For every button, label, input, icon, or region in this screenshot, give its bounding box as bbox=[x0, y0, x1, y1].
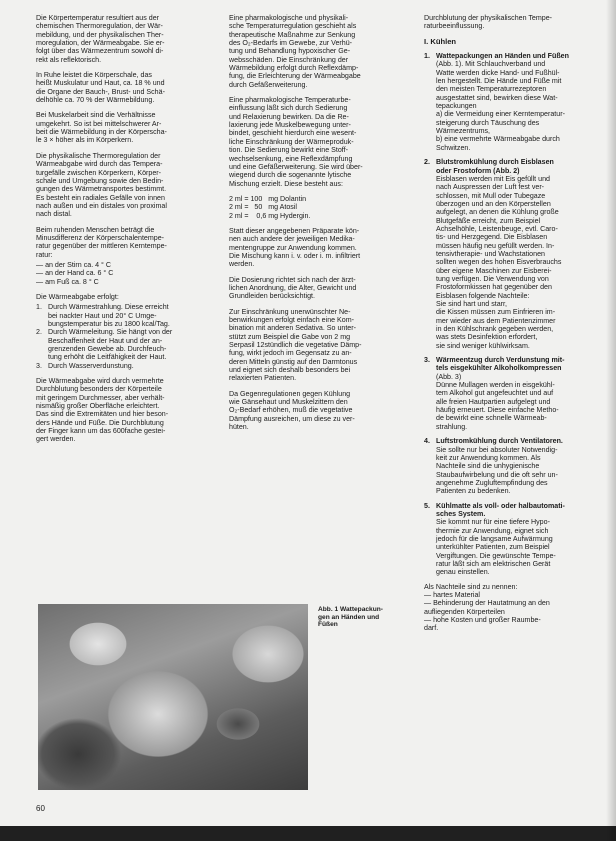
list-item bbox=[36, 362, 214, 370]
section-heading: I. Kühlen bbox=[424, 36, 457, 46]
list-item: — hohe Kosten und großer Raumbe- darf. bbox=[424, 616, 541, 633]
paragraph: Die Körpertemperatur resultiert aus der chemischen Thermoregulation, der Wär- mebildung, und der physikalischen Ther- moregulation, der Wärmeabgabe. Sie er- folgt über das Wärmezentrum sowohl di- rekt als reflektorisch. bbox=[36, 14, 165, 64]
list-item: — an der Hand ca. 6 ° C bbox=[36, 269, 114, 278]
item-number: 4. bbox=[424, 437, 430, 446]
paragraph: Da Gegenregulationen gegen Kühlung wie Gänsehaut und Muskelzittern den O₂-Bedarf erhöhen, muß die vegetative Dämpfung ausreichen, um diese zu ver- hüten. bbox=[229, 389, 355, 432]
item-text: Sie kommt nur für eine tiefere Hypo- thermie zur Anwendung, eignet sich jedoch für die langsame Aufwärmung unterkühlter Patienten, zum Beispiel Vergiftungen. Die gewünschte Tempe- ratur läßt sich am elektrischen Gerät genau einstellen. bbox=[436, 518, 556, 577]
paragraph: Die Wärmeabgabe wird durch vermehrte Durchblutung besonders der Körperteile mit geringem Durchmesser, aber verhält- nismäßig großer Oberfläche erleichtert. Das sind die Extremitäten und hier beson- ders Hände und Füße. Die Durchblutung der Finger kann um das 600fache gestei- gert werden. bbox=[36, 377, 169, 444]
paragraph: In Ruhe leistet die Körperschale, das heißt Muskulatur und Haut, ca. 18 % und die Organe der Bauch-, Brust- und Schä- delhöhle ca. 70 % der Wärmebildung. bbox=[36, 71, 165, 105]
list-item bbox=[424, 158, 600, 350]
item-title: Wattepackungen an Händen und Füßen bbox=[436, 52, 569, 61]
item-title: Luftstromkühlung durch Ventilatoren. bbox=[436, 437, 563, 446]
item-number: 5. bbox=[424, 501, 430, 510]
item-title: Blutstromkühlung durch Eisblasen oder Frostoform (Abb. 2) bbox=[436, 158, 554, 175]
list-item bbox=[424, 437, 600, 495]
text-column-1 bbox=[36, 14, 214, 451]
paragraph: Eine pharmakologische Temperaturbe- einflussung läßt sich durch Sedierung und Relaxierung bewirken. Da die Re- laxierung jede Muskelbewegung unter- bindet, geschieht hierdurch eine wesent- liche Einschränkung der Wärmeproduk- tion. Die Sedierung bewirkt eine Stoff- wechselsenkung, eine Reflexdämpfung und eine Gefäßerweiterung. Sie wird über- wiegend durch die sogenannte lytische Mischung erzielt. Diese besteht aus: bbox=[229, 96, 363, 188]
item-title: Kühlmatte als voll- oder halbautomati- sches System. bbox=[436, 501, 565, 518]
item-title: Wärmeentzug durch Verdunstung mit- tels eisgekühlter Alkoholkompressen bbox=[436, 356, 565, 373]
dosage-line: 2 ml = 0,6 mg Hydergin. bbox=[229, 211, 311, 220]
dosage-table bbox=[229, 195, 409, 220]
list-item bbox=[424, 356, 600, 431]
item-text: Sie sollte nur bei absoluter Notwendig- keit zur Anwendung kommen. Als Nachteile sind die unhygienische Staubaufwirbelung und die oft sehr un- angenehme Zugluftempfindung des Patienten zu bedenken. bbox=[436, 445, 558, 496]
item-text: (Abb. 3) Dünne Mullagen werden in eisgekühl- tem Alkohol gut angefeuchtet und auf alle freien Hautpartien aufgelegt und häufig erneuert. Diese einfache Metho- de bewirkt eine schnelle Wärmeab- strahlung. bbox=[436, 372, 559, 431]
paragraph: Beim ruhenden Menschen beträgt die Minusdifferenz der Körperschalentempe- ratur gegenüber der mittleren Kerntempe- ratur: bbox=[36, 225, 167, 259]
numbered-list bbox=[36, 303, 214, 370]
item-text: Durch Wärmestrahlung. Diese erreicht bei nackter Haut und 20° C Umge- bungstemperatur bis zu 1800 kcal/Tag. bbox=[48, 303, 170, 328]
item-number: 3. bbox=[36, 361, 42, 370]
paragraph: Die Dosierung richtet sich nach der ärzt- lichen Anordnung, die Alter, Gewicht und Grundleiden berücksichtigt. bbox=[229, 275, 357, 301]
item-text: Durch Wasserverdunstung. bbox=[48, 361, 134, 370]
item-number: 3. bbox=[424, 356, 430, 365]
dosage-line: 2 ml = 50 mg Atosil bbox=[229, 203, 298, 212]
item-number: 2. bbox=[424, 158, 430, 167]
text-column-3 bbox=[424, 14, 600, 633]
temperature-list bbox=[36, 261, 214, 286]
item-number: 2. bbox=[36, 328, 42, 337]
text-column-2 bbox=[229, 14, 409, 438]
item-number: 1. bbox=[424, 52, 430, 61]
paragraph: Statt dieser angegebenen Präparate kön- nen auch andere der jeweiligen Medika- mentengruppe zur Anwendung kommen. Die Mischung kann i. v. oder i. m. infiltriert werden. bbox=[229, 226, 361, 269]
scan-edge bbox=[0, 826, 616, 841]
paragraph: Durchblutung der physikalischen Tempe- raturbeeinflussung. bbox=[424, 14, 553, 31]
paragraph: Zur Einschränkung unerwünschter Ne- benwirkungen erfolgt einfach eine Kom- bination mit anderen Sedativa. So unter- stützt zum Beispiel die Gabe von 2 mg Serpasil 12stündlich die vegetative Dämp- fung, wirkt jedoch im Gegensatz zu an- deren Mitteln günstig auf den Darmtonus und eignet sich deshalb besonders bei relaxierten Patienten. bbox=[229, 307, 362, 383]
item-number: 1. bbox=[36, 303, 42, 312]
dosage-line: 2 ml = 100 mg Dolantin bbox=[229, 194, 307, 203]
list-item bbox=[36, 328, 214, 361]
paragraph: Bei Muskelarbeit sind die Verhältnisse umgekehrt. So ist bei mittelschwerer Ar- beit die Wärmebildung in der Körperscha- le 3 × höher als im Körperkern. bbox=[36, 111, 167, 145]
list-item: — am Fuß ca. 8 ° C bbox=[36, 277, 99, 286]
list-item: — hartes Material bbox=[424, 591, 480, 599]
list-item bbox=[36, 303, 214, 328]
item-text: Eisblasen werden mit Eis gefüllt und nach Auspressen der Luft fest ver- schlossen, mit Mull oder Tubegaze überzogen und an den Körperstellen aufgelegt, an denen die Kühlung große Blutgefäße erreicht, zum Beispiel Achselhöhle, Leistenbeuge, evtl. Caro- tis- und Herzgegend. Die Eisblasen müssen häufig neu gefüllt werden. In- tensivtherapie- und Wachstationen sollten wegen des hohen Eisverbrauchs über eigene Maschinen zur Eisberei- tung verfügen. Die Verwendung von Frostoformkissen hat gegenüber den Eisblasen folgende Nachteile: Sie sind hart und starr, die Kissen müssen zum Einfrieren im- mer wieder aus dem Patientenzimmer in den Kühlschrank gegeben werden, was stets Desinfektion erfordert, sie sind weniger kühlwirksam. bbox=[436, 174, 562, 350]
list-item bbox=[424, 52, 600, 152]
page-number: 60 bbox=[36, 804, 45, 813]
paragraph: Eine pharmakologische und physikali- sche Temperaturregulation geschieht als therapeutische Maßnahme zur Senkung des O₂-Bedarfs im Gewebe, zur Verhü- tung und Behandlung hypoxischer Ge- websschäden. Die Einschränkung der Wärmebildung erfolgt durch Reflexdämp- fung, die Erleichterung der Wärmeabgabe durch Gefäßerweiterung. bbox=[229, 14, 361, 89]
disadvantage-list bbox=[424, 591, 600, 633]
figure-caption: Abb. 1 Wattepackun- gen an Händen und Füßen bbox=[318, 606, 383, 629]
list-item: — an der Stirn ca. 4 ° C bbox=[36, 260, 111, 269]
item-text: (Abb. 1). Mit Schlauchverband und Watte werden dicke Hand- und Fußhül- len hergestellt. Die Hände und Füße mit den meisten Temperaturrezeptoren ausgestattet sind, bewirken diese Wat- tepackungen a) die Vermeidung einer Kerntemperatur- steigerung durch Täuschung des Wärmezentrums, b) eine vermehrte Wärmeabgabe durch Schwitzen. bbox=[436, 60, 565, 152]
paragraph: Als Nachteile sind zu nennen: bbox=[424, 582, 518, 591]
page-edge-shadow bbox=[606, 0, 616, 841]
list-item: — Behinderung der Hautatmung an den aufliegenden Körperteilen bbox=[424, 599, 550, 616]
paragraph: Die Wärmeabgabe erfolgt: bbox=[36, 292, 119, 301]
list-item bbox=[424, 502, 600, 577]
item-text: Durch Wärmeleitung. Sie hängt von der Beschaffenheit der Haut und der an- grenzenden Gewebe ab. Durchfeuch- tung erhöht die Leitfähigkeit der Haut. bbox=[48, 328, 173, 362]
paragraph: Die physikalische Thermoregulation der Wärmeabgabe wird durch das Tempera- turgefälle zwischen Körperkern, Körper- schale und Umgebung sowie den Bedin- gungen des Wärmetransportes bestimmt. Es besteht ein radiales Gefälle von innen nach außen und ein distales von proximal nach distal. bbox=[36, 151, 167, 219]
cooling-procedure-photo bbox=[38, 604, 308, 790]
